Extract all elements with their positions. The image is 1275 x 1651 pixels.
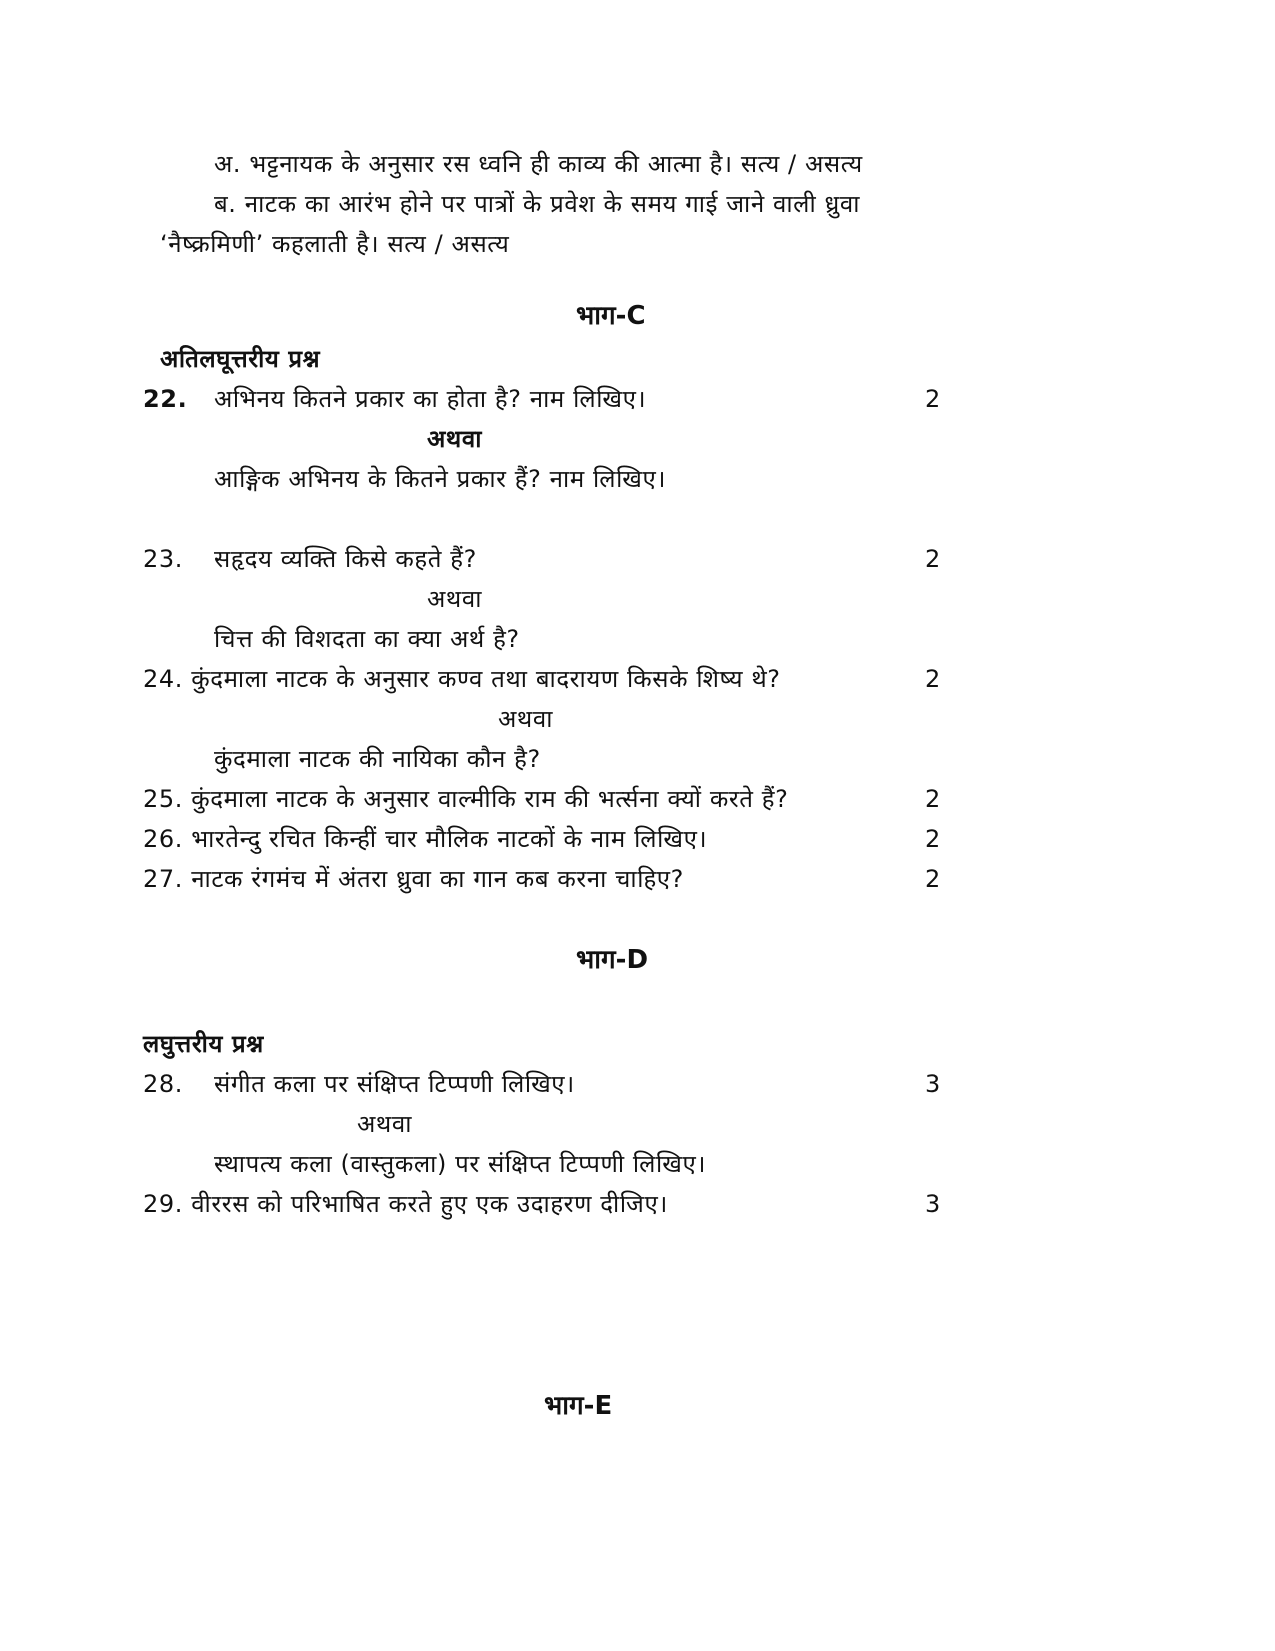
question-28-number: 28.	[143, 1070, 183, 1098]
statement-b-line1: ब. नाटक का आरंभ होने पर पात्रों के प्रवेश के समय गाई जाने वाली ध्रुवा	[214, 190, 861, 218]
question-26-marks: 2	[925, 825, 941, 853]
question-29-text: 29. वीररस को परिभाषित करते हुए एक उदाहरण दीजिए।	[143, 1190, 669, 1218]
section-c-heading: भाग-C	[576, 301, 646, 331]
question-22-text: अभिनय कितने प्रकार का होता है? नाम लिखिए।	[214, 385, 647, 413]
section-c-subheading: अतिलघूत्तरीय प्रश्न	[160, 345, 321, 373]
section-d-subheading: लघुत्तरीय प्रश्न	[143, 1030, 264, 1058]
question-24-text: 24. कुंदमाला नाटक के अनुसार कण्व तथा बादरायण किसके शिष्य थे?	[143, 665, 781, 693]
section-e-heading: भाग-E	[544, 1391, 613, 1421]
question-25-text: 25. कुंदमाला नाटक के अनुसार वाल्मीकि राम की भर्त्सना क्यों करते हैं?	[143, 785, 789, 813]
question-22-alternative: आङ्गिक अभिनय के कितने प्रकार हैं? नाम लिखिए।	[214, 465, 667, 493]
question-28-text: संगीत कला पर संक्षिप्त टिप्पणी लिखिए।	[214, 1070, 575, 1098]
section-d-heading: भाग-D	[576, 945, 649, 975]
question-24-alternative: कुंदमाला नाटक की नायिका कौन है?	[214, 745, 541, 773]
question-29-marks: 3	[925, 1190, 941, 1218]
question-25-marks: 2	[925, 785, 941, 813]
question-26-text: 26. भारतेन्दु रचित किन्हीं चार मौलिक नाटकों के नाम लिखिए।	[143, 825, 708, 853]
question-28-alternative: स्थापत्य कला (वास्तुकला) पर संक्षिप्त टिप्पणी लिखिए।	[214, 1150, 707, 1178]
question-28-or: अथवा	[357, 1110, 413, 1138]
question-27-marks: 2	[925, 865, 941, 893]
question-23-marks: 2	[925, 545, 941, 573]
statement-a: अ. भट्टनायक के अनुसार रस ध्वनि ही काव्य की आत्मा है। सत्य / असत्य	[214, 150, 863, 178]
question-23-text: सहृदय व्यक्ति किसे कहते हैं?	[214, 545, 477, 573]
question-23-number: 23.	[143, 545, 183, 573]
question-23-alternative: चित्त की विशदता का क्या अर्थ है?	[214, 625, 520, 653]
question-22-or: अथवा	[427, 425, 483, 453]
question-27-text: 27. नाटक रंगमंच में अंतरा ध्रुवा का गान कब करना चाहिए?	[143, 865, 685, 893]
statement-b-line2: ‘नैष्क्रमिणी’ कहलाती है। सत्य / असत्य	[160, 230, 510, 258]
question-22-marks: 2	[925, 385, 941, 413]
question-22-number: 22.	[143, 385, 188, 413]
question-24-or: अथवा	[498, 705, 554, 733]
question-24-marks: 2	[925, 665, 941, 693]
question-23-or: अथवा	[427, 585, 483, 613]
question-28-marks: 3	[925, 1070, 941, 1098]
